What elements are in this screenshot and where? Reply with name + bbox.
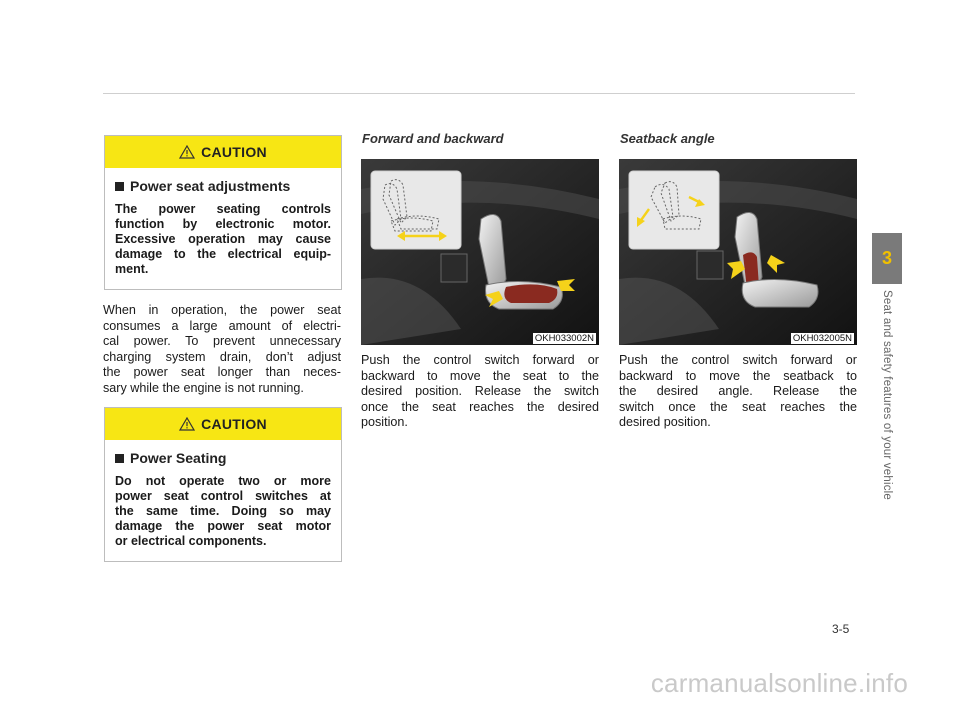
- paragraph-line: position.: [361, 415, 408, 429]
- seat-forward-backward-illustration: [361, 159, 599, 345]
- paragraph-line: cal power. To prevent unnecessary: [103, 334, 341, 348]
- caution-line: power seat control switches at: [115, 489, 331, 503]
- paragraph-line: once the seat reaches the desired: [361, 399, 599, 414]
- paragraph-line: the desired angle. Release the: [619, 384, 857, 398]
- left-paragraph: [103, 303, 341, 396]
- caution-label: CAUTION: [201, 144, 267, 160]
- caution-subtitle-text: Power Seating: [130, 450, 227, 466]
- caution-line: the same time. Doing so may: [115, 504, 331, 518]
- paragraph-line: backward to move the seatback to: [619, 368, 857, 383]
- chapter-tab: 3: [872, 233, 902, 284]
- caution-box-power-seat-adjustments: [104, 135, 342, 290]
- caution-box-power-seating: [104, 407, 342, 562]
- caution-line: Excessive operation may cause: [115, 232, 331, 246]
- caution-line: damage to the electrical equip-: [115, 247, 331, 261]
- square-bullet-icon: [115, 182, 124, 191]
- chapter-title: Seat and safety features of your vehicle: [881, 290, 893, 501]
- caution-line: The power seating controls: [115, 202, 331, 216]
- section-heading-forward-backward: Forward and backward: [362, 131, 504, 146]
- paragraph-line: When in operation, the power seat: [103, 303, 341, 317]
- paragraph-line: Push the control switch forward or: [619, 353, 857, 367]
- paragraph-line: consumes a large amount of electri-: [103, 318, 341, 333]
- seatback-angle-illustration: [619, 159, 857, 345]
- caution-subtitle: [115, 178, 331, 194]
- paragraph-line: backward to move the seat to the: [361, 368, 599, 383]
- paragraph-line: charging system drain, don’t adjust: [103, 349, 341, 364]
- caution-line: ment.: [115, 262, 149, 276]
- caution-line: function by electronic motor.: [115, 217, 331, 231]
- paragraph-line: Push the control switch forward or: [361, 353, 599, 367]
- caution-label: CAUTION: [201, 416, 267, 432]
- paragraph-line: desired position.: [619, 415, 711, 429]
- warning-triangle-icon: [179, 417, 195, 431]
- paragraph-line: switch once the seat reaches the: [619, 399, 857, 414]
- top-rule: [103, 93, 855, 94]
- caution-text: [115, 474, 331, 549]
- forward-backward-paragraph: [361, 353, 599, 431]
- paragraph-line: desired position. Release the switch: [361, 384, 599, 398]
- caution-subtitle: [115, 450, 331, 466]
- seat-forward-backward-photo: [361, 159, 599, 345]
- paragraph-line: sary while the engine is not running.: [103, 380, 304, 395]
- watermark: carmanualsonline.info: [650, 668, 908, 698]
- caution-subtitle-text: Power seat adjustments: [130, 178, 291, 194]
- warning-triangle-icon: [179, 145, 195, 159]
- seatback-angle-paragraph: [619, 353, 857, 431]
- section-heading-seatback-angle: Seatback angle: [620, 131, 715, 146]
- page-number: 3-5: [832, 622, 850, 636]
- seatback-angle-photo: [619, 159, 857, 345]
- image-code: OKH033002N: [534, 333, 594, 344]
- caution-header: [105, 408, 341, 440]
- caution-line: Do not operate two or more: [115, 474, 331, 488]
- caution-line: or electrical components.: [115, 534, 267, 548]
- square-bullet-icon: [115, 454, 124, 463]
- caution-header: [105, 136, 341, 168]
- caution-text: [115, 202, 331, 277]
- caution-line: damage the power seat motor: [115, 519, 331, 533]
- paragraph-line: the power seat longer than neces-: [103, 365, 341, 379]
- image-code: OKH032005N: [792, 333, 852, 344]
